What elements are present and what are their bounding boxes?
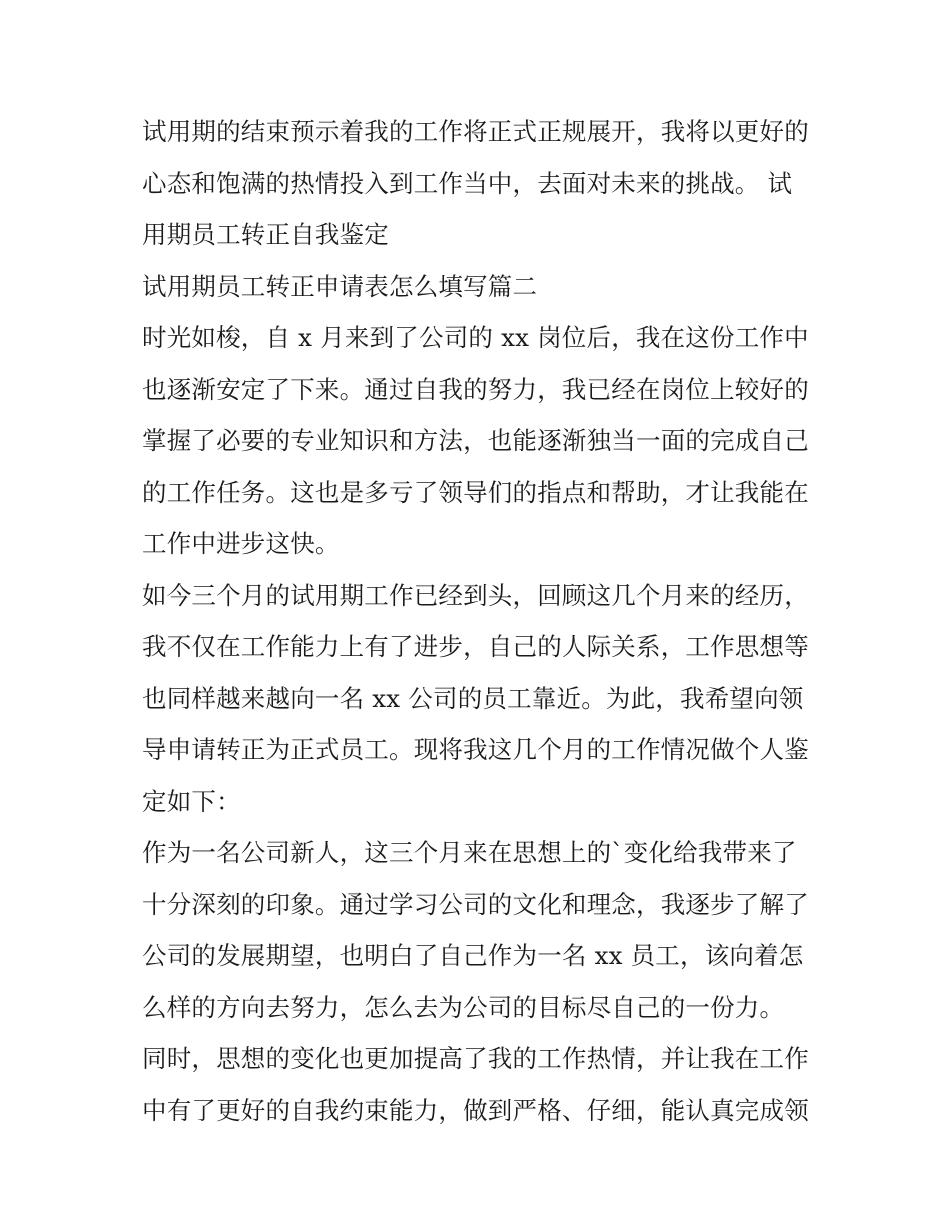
document-body xyxy=(142,106,814,1136)
text-line: 我不仅在工作能力上有了进步，自己的人际关系，工作思想等 xyxy=(142,632,809,661)
section-heading: 试用期员工转正申请表怎么填写篇二 xyxy=(142,271,538,301)
text-line: 公司的发展期望，也明白了自己作为一名 xx 员工，该向着怎 xyxy=(142,941,804,970)
text-line: 定如下： xyxy=(142,786,241,816)
text-line: 的工作任务。这也是多亏了领导们的指点和帮助，才让我能在 xyxy=(142,477,809,507)
text-line: 导申请转正为正式员工。现将我这几个月的工作情况做个人鉴 xyxy=(142,735,809,764)
text-line: 也同样越来越向一名 xx 公司的员工靠近。为此，我希望向领 xyxy=(142,683,804,713)
text-line: 也逐渐安定了下来。通过自我的努力，我已经在岗位上较好的 xyxy=(142,374,809,404)
text-line: 么样的方向去努力，怎么去为公司的目标尽自己的一份力。 xyxy=(142,992,785,1022)
text-line: 中有了更好的自我约束能力，做到严格、仔细，能认真完成领 xyxy=(142,1095,809,1125)
text-line: 掌握了必要的专业知识和方法，也能逐渐独当一面的完成自己 xyxy=(142,426,809,455)
text-line: 心态和饱满的热情投入到工作当中，去面对未来的挑战。 试 xyxy=(142,168,793,198)
text-line: 同时，思想的变化也更加提高了我的工作热情，并让我在工作 xyxy=(142,1044,809,1073)
text-line: 如今三个月的试用期工作已经到头，回顾这几个月来的经历， xyxy=(142,580,809,610)
text-line: 作为一名公司新人，这三个月来在思想上的`变化给我带来了 xyxy=(142,838,797,867)
text-line: 用期员工转正自我鉴定 xyxy=(142,220,389,249)
text-line: 工作中进步这快。 xyxy=(142,529,340,558)
text-line: 十分深刻的印象。通过学习公司的文化和理念，我逐步了解了 xyxy=(142,889,809,919)
text-line: 试用期的结束预示着我的工作将正式正规展开，我将以更好的 xyxy=(142,117,809,146)
text-line: 时光如梭，自 x 月来到了公司的 xx 岗位后，我在这份工作中 xyxy=(142,323,809,352)
